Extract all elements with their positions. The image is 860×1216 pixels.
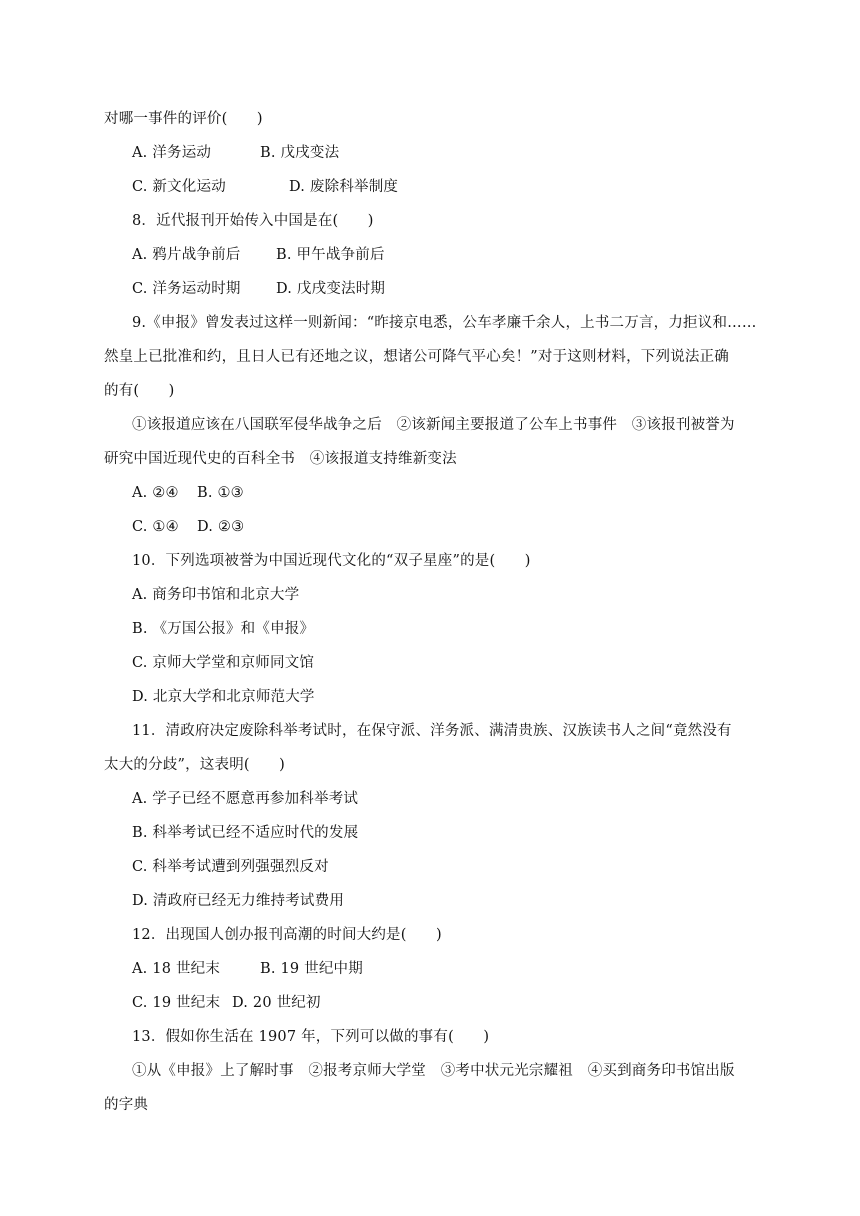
question-9-stem-line-1: 9.《申报》曾发表过这样一则新闻：“昨接京电悉，公车孝廉千余人，上书二万言，力拒议和……	[132, 315, 757, 331]
question-9-statements-line-2: 研究中国近现代史的百科全书 ④该报道支持维新变法	[104, 451, 457, 467]
option-11c: C. 科举考试遭到列强强烈反对	[132, 859, 329, 875]
question-13-stem: 13．假如你生活在 1907 年，下列可以做的事有( )	[132, 1029, 490, 1045]
option-10a: A. 商务印书馆和北京大学	[132, 587, 300, 603]
question-8-stem: 8．近代报刊开始传入中国是在( )	[132, 213, 374, 229]
question-11-stem-line-1: 11．清政府决定废除科举考试时，在保守派、洋务派、满清贵族、汉族读书人之间“竟然没有	[132, 723, 732, 739]
option-7a: A. 洋务运动	[132, 145, 212, 161]
question-9-stem-line-2: 然皇上已批准和约，且日人已有还地之议，想诸公可降气平心矣！”对于这则材料，下列说法正确	[104, 349, 730, 365]
question-10-stem: 10．下列选项被誉为中国近现代文化的“双子星座”的是( )	[132, 553, 531, 569]
option-11a: A. 学子已经不愿意再参加科举考试	[132, 791, 359, 807]
question-9-stem-line-3: 的有( )	[104, 383, 175, 399]
question-12-stem: 12．出现国人创办报刊高潮的时间大约是( )	[132, 927, 442, 943]
option-9c: C. ①④	[132, 519, 179, 535]
option-9a: A. ②④	[132, 485, 179, 501]
option-11b: B. 科举考试已经不适应时代的发展	[132, 825, 359, 841]
option-12d: D. 20 世纪初	[232, 995, 321, 1011]
option-8c: C. 洋务运动时期	[132, 281, 241, 297]
option-8a: A. 鸦片战争前后	[132, 247, 241, 263]
question-13-statements-line-2: 的字典	[104, 1097, 149, 1113]
option-9b: B. ①③	[197, 485, 244, 501]
option-12a: A. 18 世纪末	[132, 961, 221, 977]
option-10b: B. 《万国公报》和《申报》	[132, 621, 315, 637]
option-7b: B. 戊戌变法	[260, 145, 340, 161]
option-12b: B. 19 世纪中期	[260, 961, 363, 977]
question-7-stem-tail: 对哪一事件的评价( )	[104, 111, 263, 127]
option-8b: B. 甲午战争前后	[276, 247, 385, 263]
question-9-statements-line-1: ①该报道应该在八国联军侵华战争之后 ②该新闻主要报道了公车上书事件 ③该报刊被誉为	[132, 417, 735, 433]
question-11-stem-line-2: 太大的分歧”，这表明( )	[104, 757, 286, 773]
option-7c: C. 新文化运动	[132, 179, 226, 195]
option-8d: D. 戊戌变法时期	[276, 281, 386, 297]
option-10d: D. 北京大学和北京师范大学	[132, 689, 315, 705]
option-9d: D. ②③	[197, 519, 245, 535]
option-11d: D. 清政府已经无力维持考试费用	[132, 893, 345, 909]
option-7d: D. 废除科举制度	[289, 179, 399, 195]
option-12c: C. 19 世纪末	[132, 995, 221, 1011]
question-13-statements-line-1: ①从《申报》上了解时事 ②报考京师大学堂 ③考中状元光宗耀祖 ④买到商务印书馆出版	[132, 1063, 735, 1079]
option-10c: C. 京师大学堂和京师同文馆	[132, 655, 315, 671]
